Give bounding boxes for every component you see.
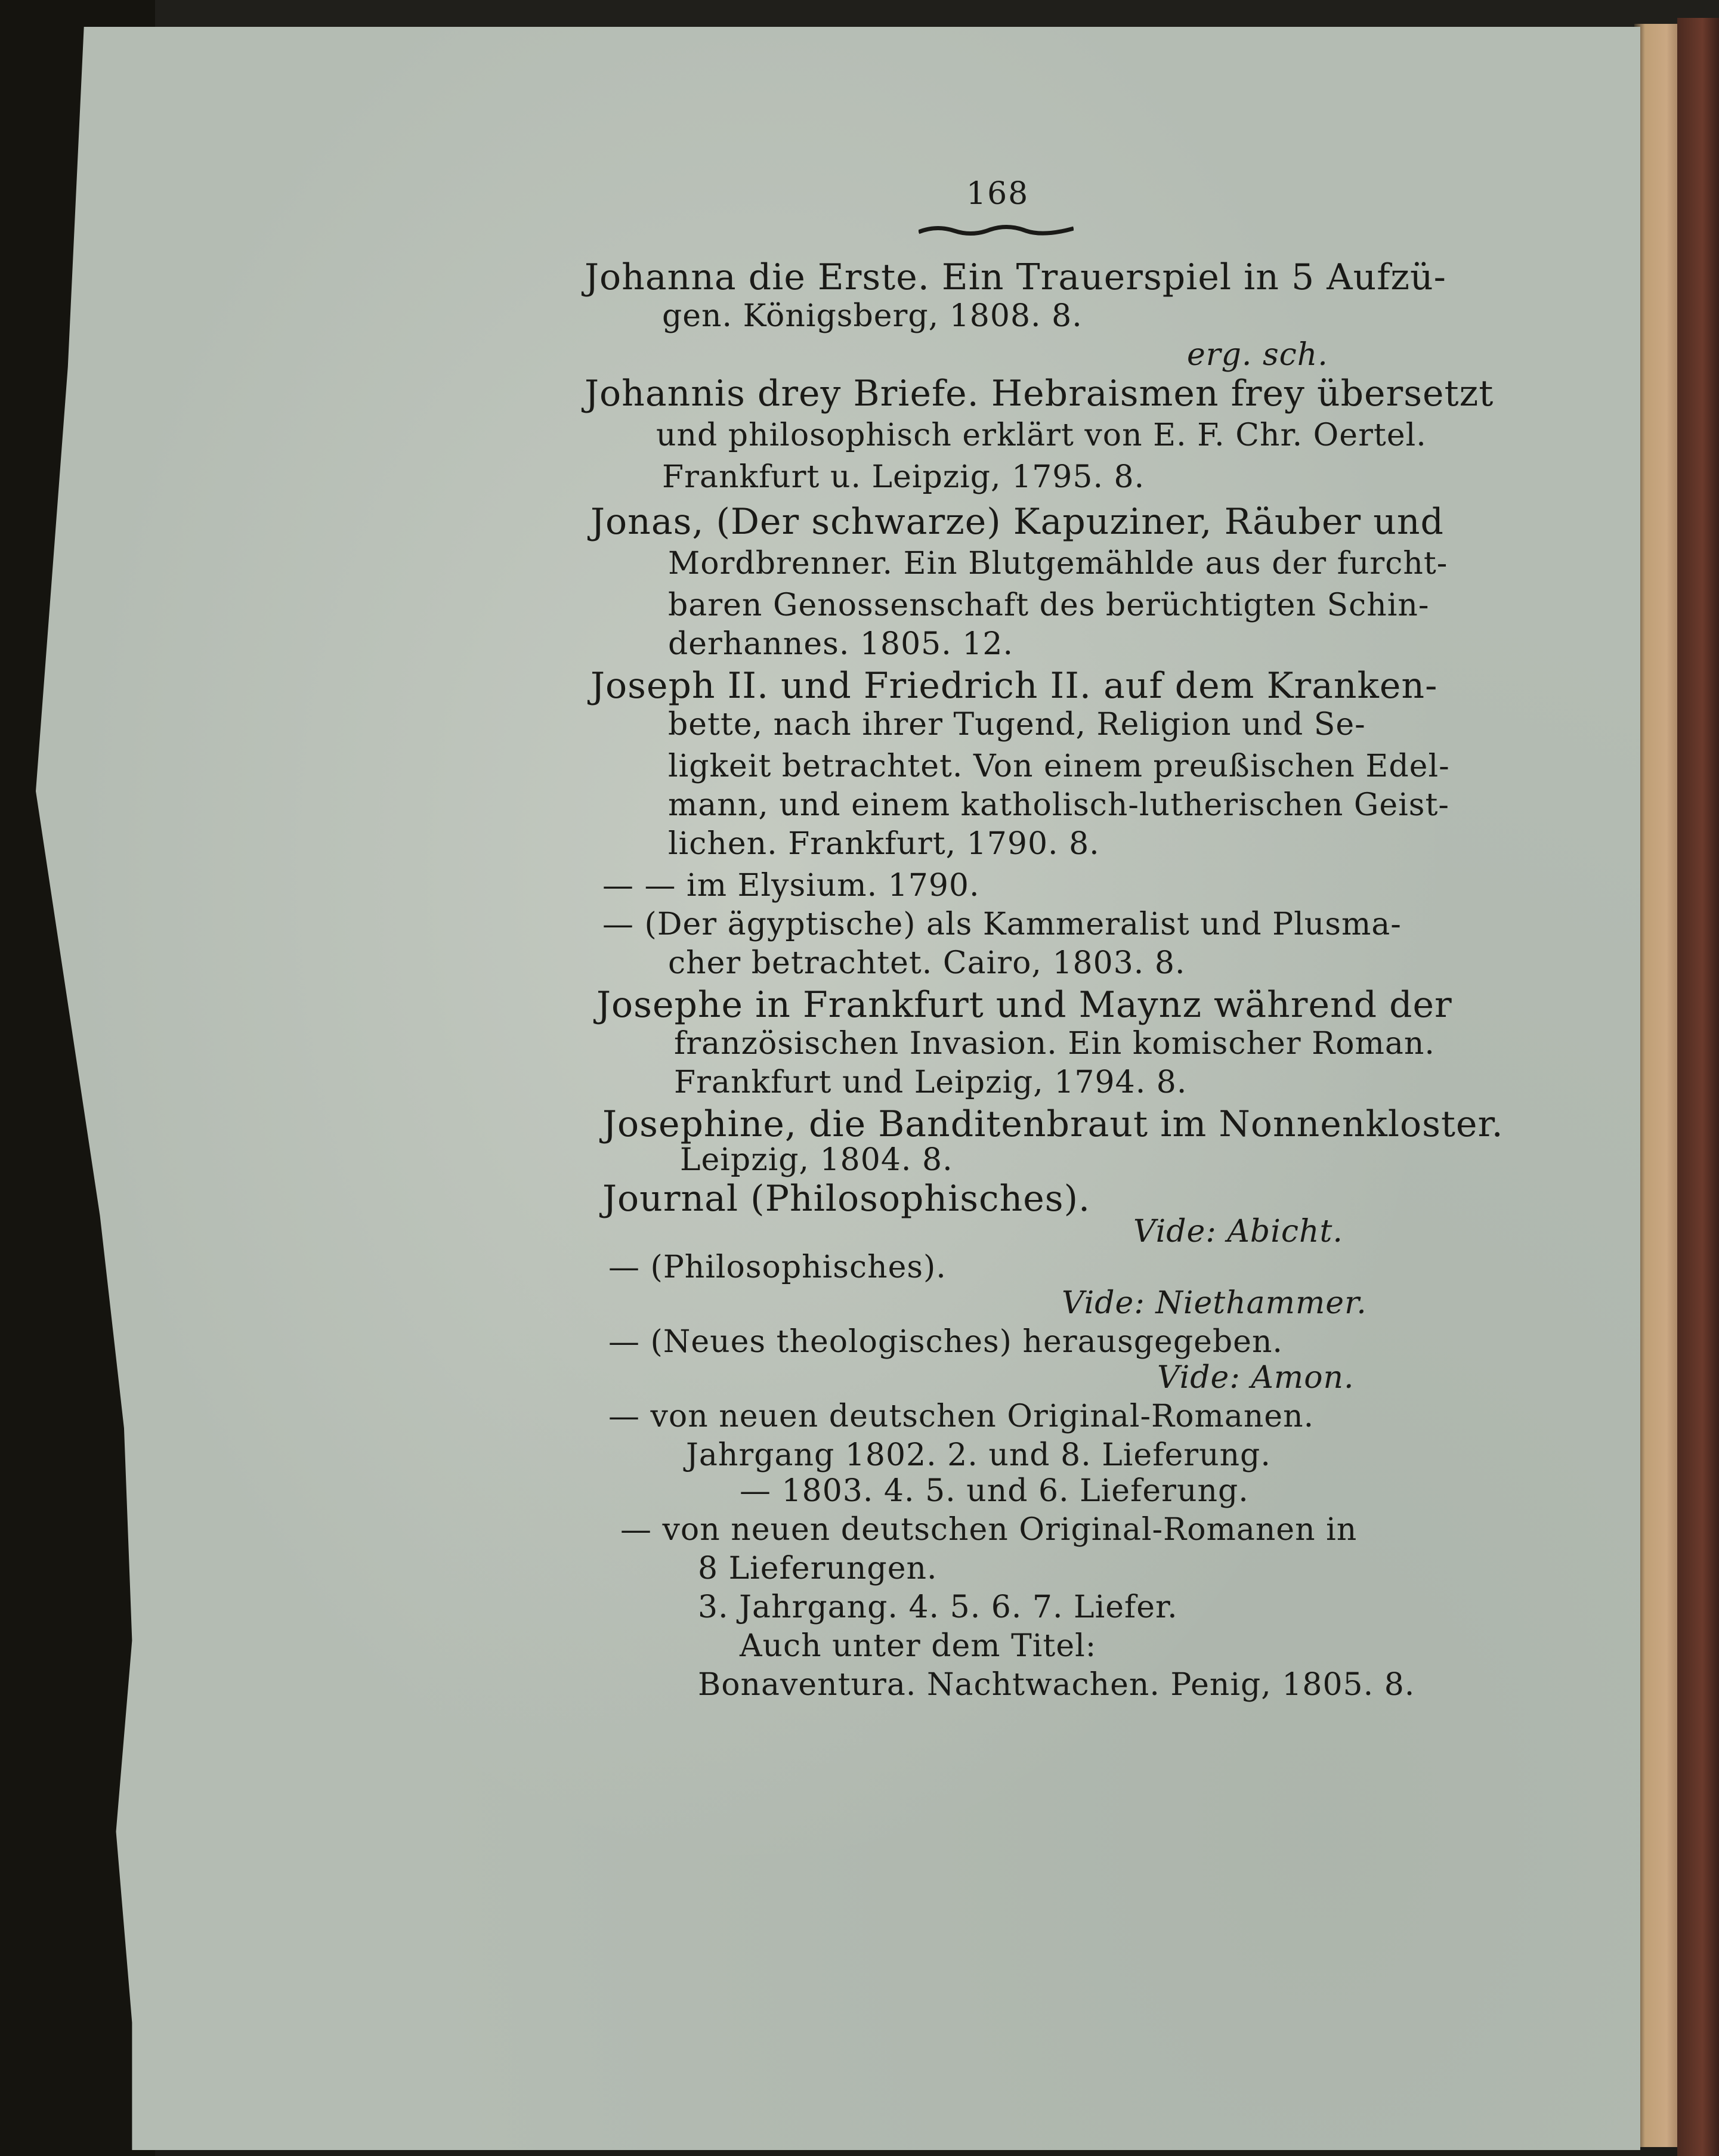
- entry-line: Frankfurt u. Leipzig, 1795. 8.: [662, 459, 1145, 495]
- entry-reference: Vide: Niethammer.: [1062, 1285, 1367, 1321]
- entry-line: — (Neues theologisches) herausgegeben.: [608, 1324, 1283, 1360]
- entry-reference: Vide: Amon.: [1157, 1360, 1355, 1396]
- entry-line: 8 Lieferungen.: [698, 1551, 938, 1586]
- page-content: [36, 27, 1640, 2150]
- entry-line: — (Der ägyptische) als Kammeralist und Plusma-: [602, 907, 1402, 942]
- entry-line: Mordbrenner. Ein Blutgemählde aus der furcht-: [668, 546, 1448, 581]
- entry-line: bette, nach ihrer Tugend, Religion und Se-: [668, 707, 1366, 743]
- header-ornament: [919, 224, 1074, 238]
- entry-line: Johanna die Erste. Ein Trauerspiel in 5 Aufzü-: [585, 256, 1446, 298]
- entry-line: — — im Elysium. 1790.: [602, 868, 980, 904]
- entry-line: ligkeit betrachtet. Von einem preußischen Edel-: [668, 748, 1450, 784]
- entry-line: mann, und einem katholisch-lutherischen Geist-: [668, 787, 1449, 823]
- entry-line: Auch unter dem Titel:: [740, 1628, 1097, 1664]
- entry-line: derhannes. 1805. 12.: [668, 626, 1013, 662]
- entry-line: Jonas, (Der schwarze) Kapuziner, Räuber und: [590, 501, 1444, 543]
- entry-line: Leipzig, 1804. 8.: [680, 1142, 953, 1178]
- entry-line: 3. Jahrgang. 4. 5. 6. 7. Liefer.: [698, 1589, 1178, 1625]
- entry-line: Johannis drey Briefe. Hebraismen frey übersetzt: [585, 373, 1494, 415]
- entry-line: Joseph II. und Friedrich II. auf dem Kranken-: [590, 665, 1438, 707]
- entry-line: Bonaventura. Nachtwachen. Penig, 1805. 8.: [698, 1667, 1415, 1703]
- entry-line: Josephine, die Banditenbraut im Nonnenkloster.: [602, 1103, 1504, 1145]
- entry-line: — (Philosophisches).: [608, 1249, 947, 1285]
- entry-line: Jahrgang 1802. 2. und 8. Lieferung.: [686, 1437, 1271, 1473]
- entry-line: baren Genossenschaft des berüchtigten Schin-: [668, 587, 1430, 623]
- entry-line: Journal (Philosophisches).: [602, 1178, 1091, 1220]
- scan-top-border: [0, 0, 1719, 30]
- page-number: 168: [966, 176, 1029, 212]
- entry-line: gen. Königsberg, 1808. 8.: [662, 298, 1083, 334]
- entry-line: französischen Invasion. Ein komischer Roman.: [674, 1026, 1435, 1062]
- entry-line: — von neuen deutschen Original-Romanen in: [620, 1512, 1358, 1548]
- entry-line: und philosophisch erklärt von E. F. Chr. Oertel.: [656, 417, 1427, 453]
- entry-line: cher betrachtet. Cairo, 1803. 8.: [668, 945, 1186, 981]
- entry-line: Frankfurt und Leipzig, 1794. 8.: [674, 1065, 1188, 1100]
- entry-line: — von neuen deutschen Original-Romanen.: [608, 1399, 1315, 1434]
- entry-line: Josephe in Frankfurt und Maynz während der: [596, 984, 1452, 1026]
- entry-line: lichen. Frankfurt, 1790. 8.: [668, 826, 1100, 862]
- entry-reference: Vide: Abicht.: [1133, 1214, 1343, 1249]
- book-cover-edge: [1677, 18, 1719, 2156]
- entry-reference: erg. sch.: [1187, 337, 1328, 373]
- entry-line: — 1803. 4. 5. und 6. Lieferung.: [740, 1473, 1249, 1509]
